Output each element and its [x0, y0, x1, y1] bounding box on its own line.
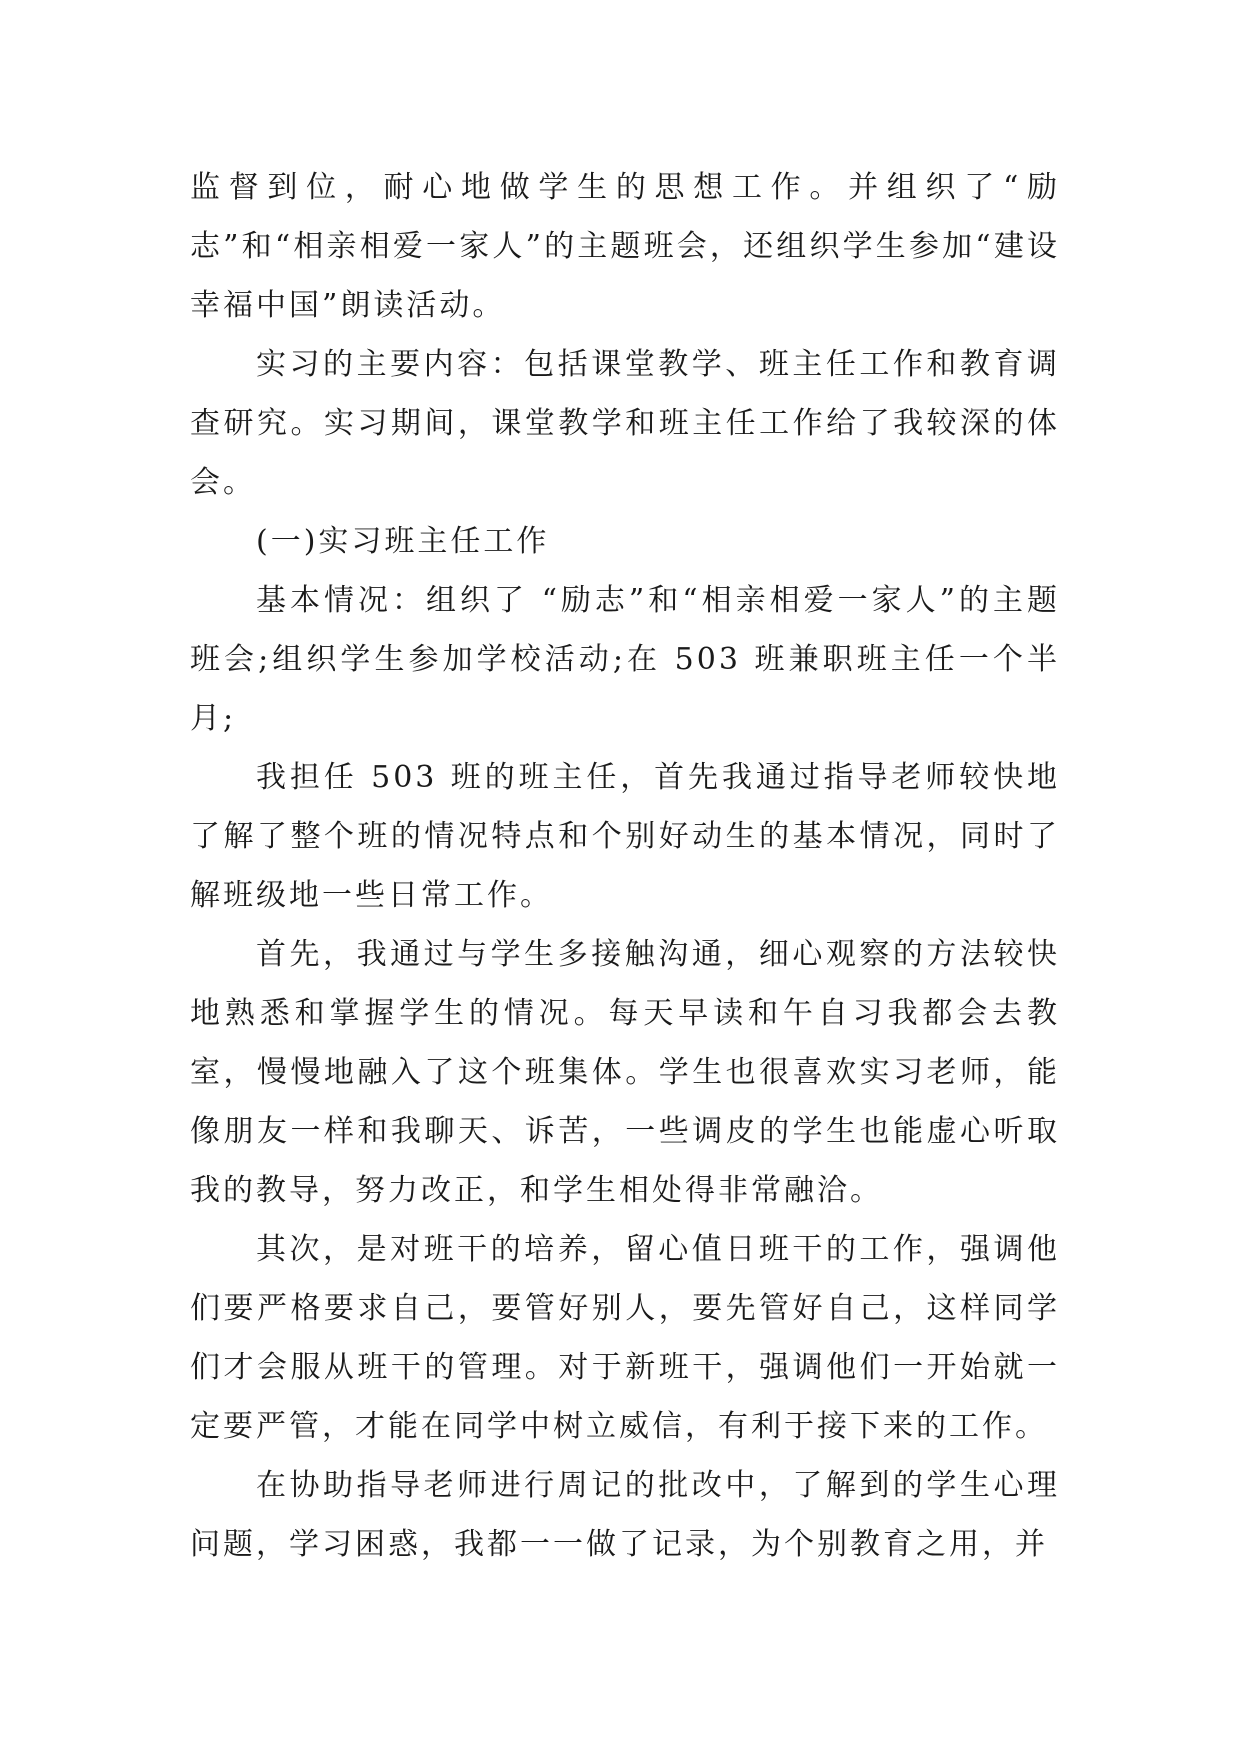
- paragraph: 实习的主要内容：包括课堂教学、班主任工作和教育调查研究。实习期间，课堂教学和班主任工作给了我较深的体会。: [190, 347, 1060, 500]
- section-heading: (一)实习班主任工作: [256, 524, 550, 559]
- paragraph: 其次，是对班干的培养，留心值日班干的工作，强调他们要严格要求自己，要管好别人，要先管好自己，这样同学们才会服从班干的管理。对于新班干，强调他们一开始就一定要严管，才能在同学中树立威信，有利于接下来的工作。: [190, 1232, 1060, 1444]
- paragraph: 基本情况：组织了 “励志”和“相亲相爱一家人”的主题班会;组织学生参加学校活动;在 503 班兼职班主任一个半月;: [190, 583, 1060, 736]
- paragraph: 我担任 503 班的班主任，首先我通过指导老师较快地了解了整个班的情况特点和个别好动生的基本情况，同时了解班级地一些日常工作。: [190, 760, 1060, 913]
- paragraph: 在协助指导老师进行周记的批改中，了解到的学生心理问题，学习困惑，我都一一做了记录，为个别教育之用，并: [190, 1468, 1060, 1562]
- document-body: [190, 158, 1060, 1574]
- paragraph: 监督到位，耐心地做学生的思想工作。并组织了“励志”和“相亲相爱一家人”的主题班会，还组织学生参加“建设幸福中国”朗读活动。: [190, 170, 1060, 323]
- paragraph: 首先，我通过与学生多接触沟通，细心观察的方法较快地熟悉和掌握学生的情况。每天早读和午自习我都会去教室，慢慢地融入了这个班集体。学生也很喜欢实习老师，能像朋友一样和我聊天、诉苦，一些调皮的学生也能虚心听取我的教导，努力改正，和学生相处得非常融洽。: [190, 937, 1060, 1208]
